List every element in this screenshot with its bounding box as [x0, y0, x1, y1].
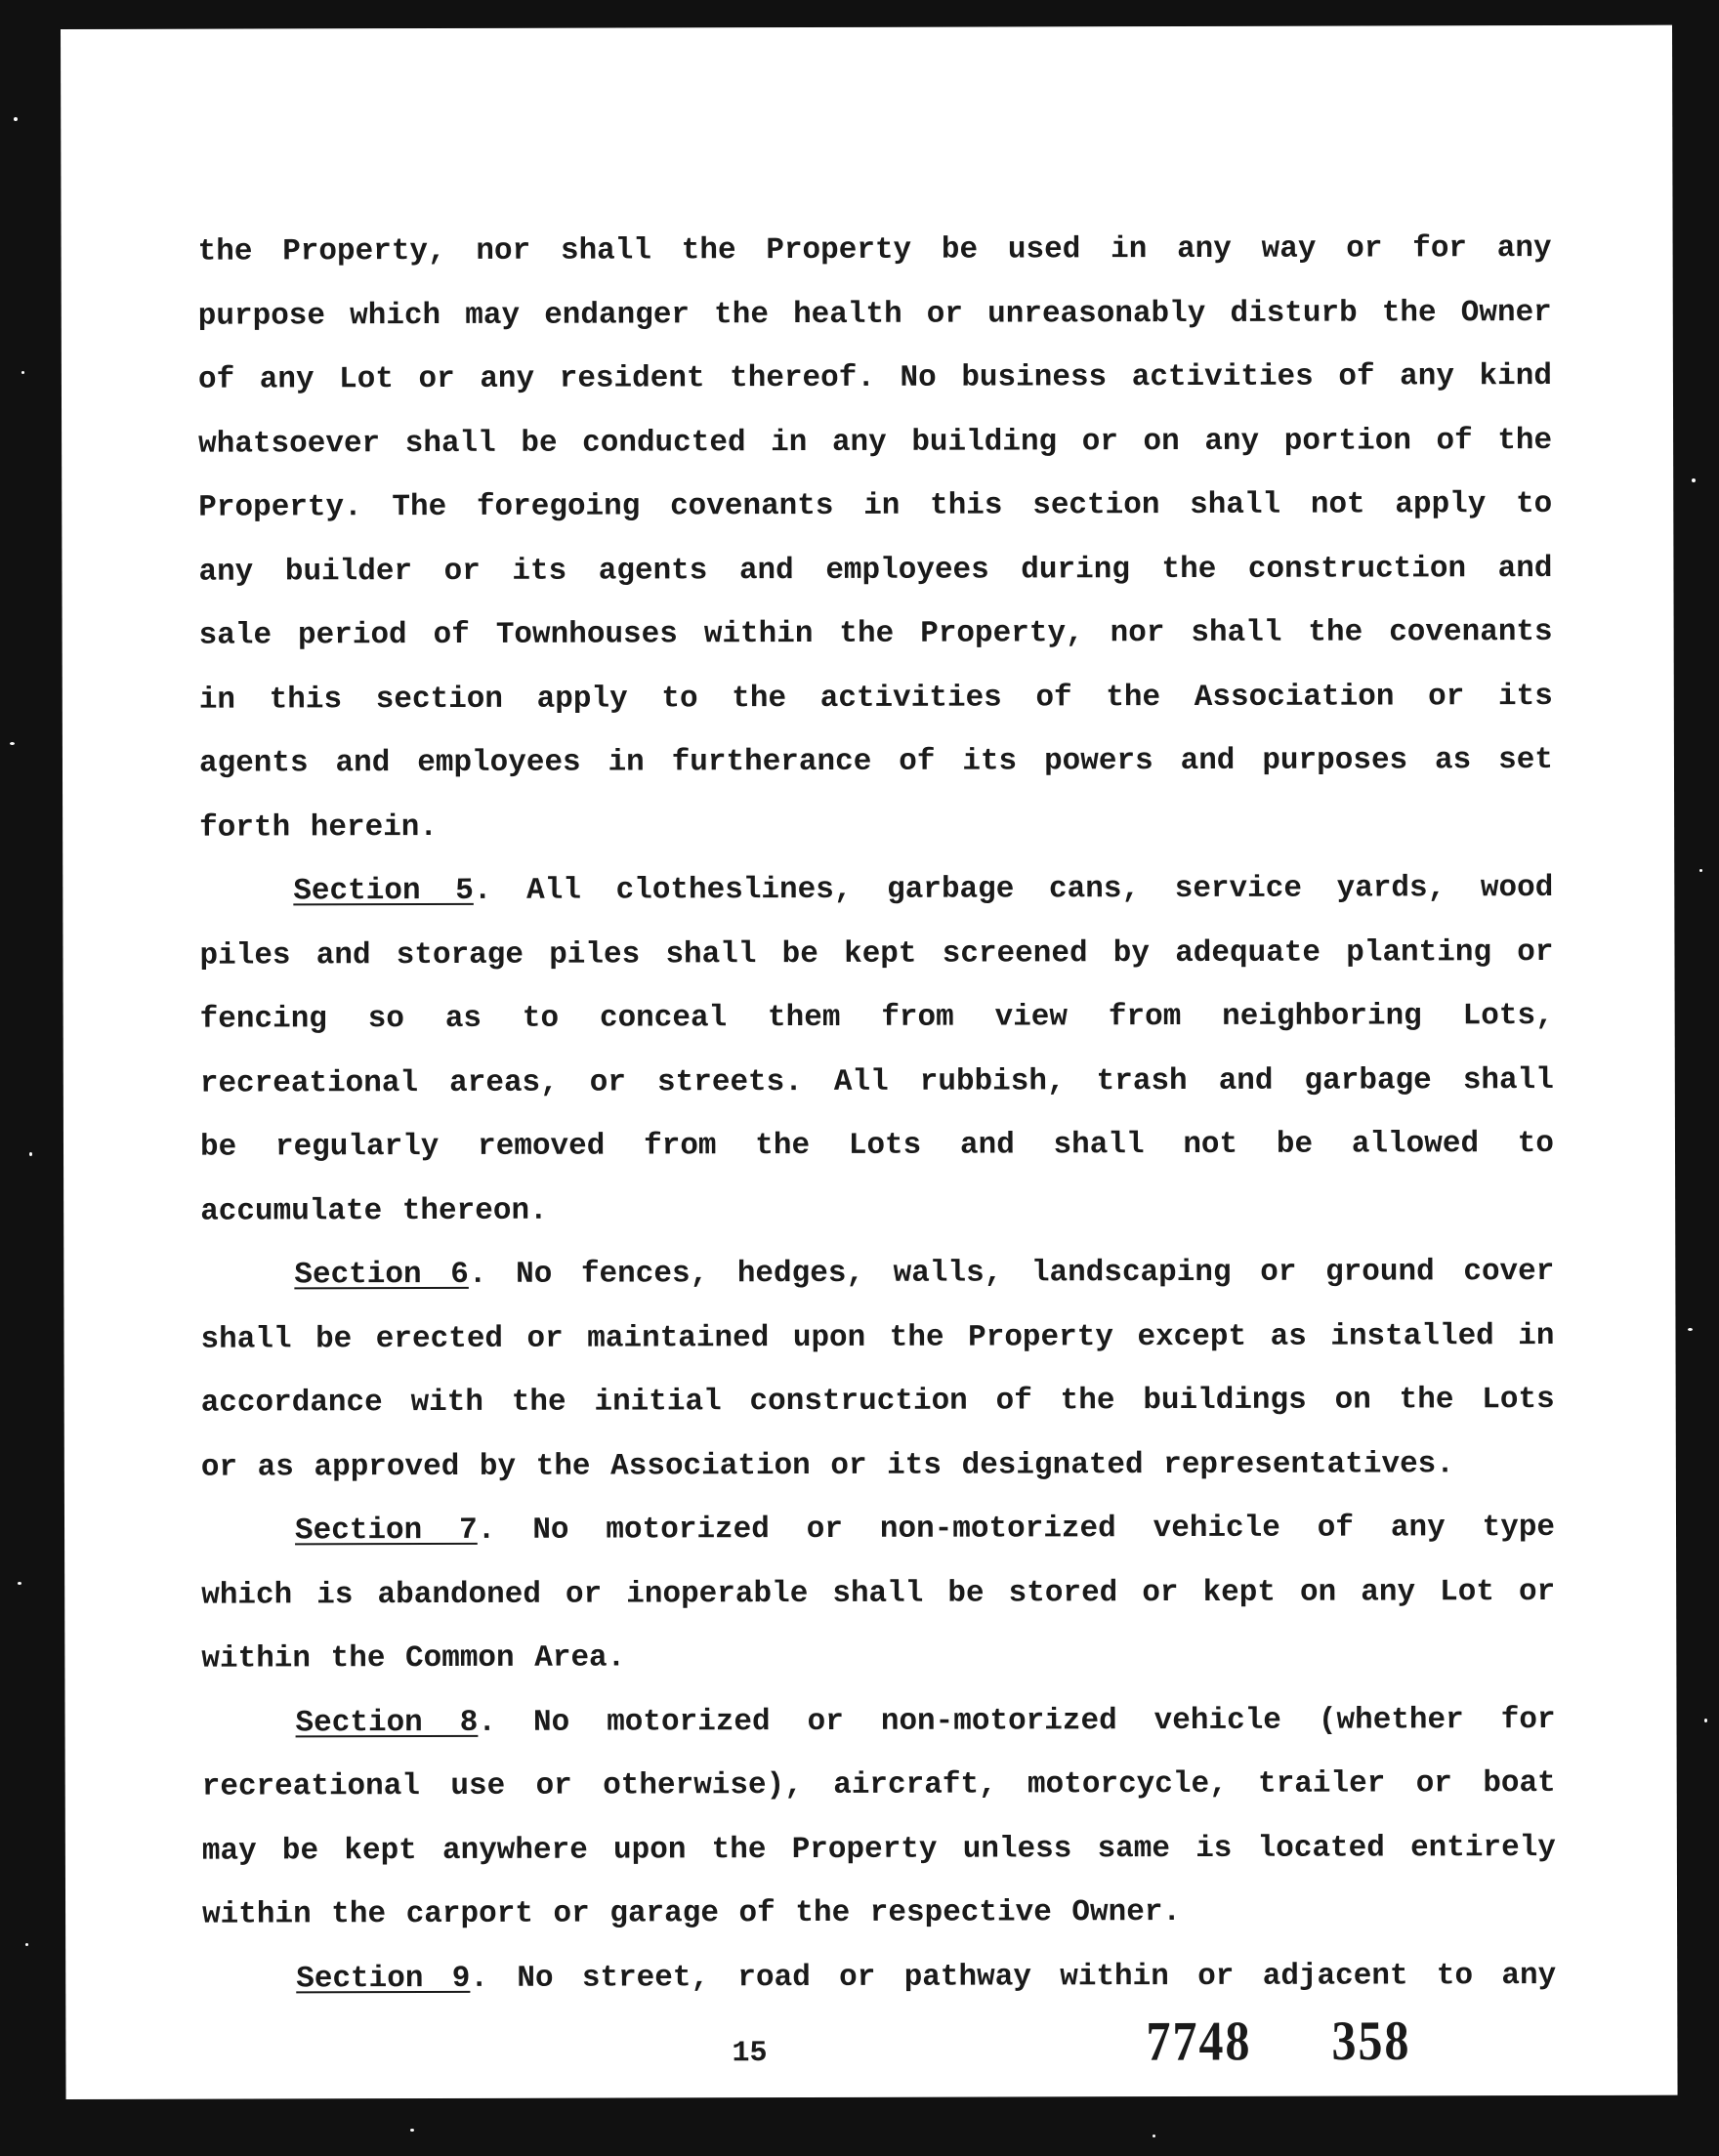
text-line: agents and employees in furtherance of its powers and purposes as set — [198, 743, 1554, 781]
text-line: sale period of Townhouses within the Property, nor shall the covenants — [198, 615, 1553, 653]
text-line: within the Common Area. — [201, 1640, 626, 1677]
text-line: fencing so as to conceal them from view from neighboring Lots, — [199, 999, 1554, 1037]
scan-noise — [1153, 2135, 1155, 2137]
section-6-text: . No fences, hedges, walls, landscaping or ground cover — [468, 1255, 1555, 1292]
text-line: recreational areas, or streets. All rubbish, trash and garbage shall — [199, 1062, 1554, 1101]
section-8-text: . No motorized or non-motorized vehicle (whether for — [478, 1702, 1556, 1740]
section-9-text: . No street, road or pathway within or adjacent to any — [470, 1958, 1557, 1996]
section-7-text: . No motorized or non-motorized vehicle of any type — [477, 1510, 1556, 1548]
section-6-heading-line — [200, 1240, 1554, 1307]
text-line: forth herein. — [199, 809, 439, 846]
scan-noise — [1692, 478, 1696, 482]
document-page — [61, 25, 1678, 2099]
document-body — [198, 217, 1557, 2011]
scan-noise — [29, 1152, 32, 1156]
scan-noise — [21, 371, 24, 374]
text-line: which is abandoned or inoperable shall be stored or kept on any Lot or — [201, 1574, 1556, 1613]
book-number: 7748 — [1146, 2009, 1252, 2073]
text-line: in this section apply to the activities of the Association or its — [198, 679, 1553, 718]
text-line: of any Lot or any resident thereof. No business activities of any kind — [197, 359, 1552, 397]
text-line: the Property, nor shall the Property be used in any way or for any — [197, 231, 1552, 270]
scan-noise — [1699, 869, 1702, 872]
text-line: any builder or its agents and employees during the construction and — [198, 551, 1553, 590]
section-5-text: . All clotheslines, garbage cans, service yards, wood — [473, 871, 1554, 908]
text-line: accordance with the initial construction of the buildings on the Lots — [200, 1383, 1555, 1421]
text-line: Property. The foregoing covenants in this section shall not apply to — [198, 487, 1553, 525]
text-line: within the carport or garage of the respective Owner. — [202, 1895, 1182, 1932]
section-7-label: Section 7 — [294, 1513, 478, 1549]
recording-stamp — [1146, 2008, 1410, 2073]
scan-noise — [1688, 1328, 1693, 1331]
scan-noise — [18, 1582, 21, 1585]
text-line: be regularly removed from the Lots and shall not be allowed to — [199, 1127, 1555, 1165]
section-7-heading-line — [201, 1496, 1555, 1563]
text-line: may be kept anywhere upon the Property unless same is located entirely — [201, 1830, 1556, 1869]
text-line: shall be erected or maintained upon the Property except as installed in — [200, 1318, 1555, 1357]
text-line: piles and storage piles shall be kept screened by adequate planting or — [199, 934, 1554, 974]
text-line: or as approved by the Association or its designated representatives. — [200, 1446, 1454, 1485]
section-8-heading-line — [201, 1687, 1555, 1755]
section-9-heading-line — [202, 1943, 1556, 2011]
text-line: purpose which may endanger the health or unreasonably disturb the Owner — [197, 295, 1552, 334]
section-5-heading-line — [199, 856, 1553, 924]
scan-noise — [10, 742, 15, 745]
section-8-label: Section 8 — [295, 1705, 479, 1740]
text-line: whatsoever shall be conducted in any building or on any portion of the — [198, 423, 1553, 462]
scan-noise — [14, 117, 18, 121]
scan-noise — [1704, 1719, 1707, 1722]
book-page-number: 358 — [1331, 2009, 1411, 2072]
text-line: accumulate thereon. — [200, 1193, 548, 1229]
scan-noise — [25, 1943, 28, 1946]
text-line: recreational use or otherwise), aircraft, motorcycle, trailer or boat — [201, 1765, 1556, 1804]
section-9-label: Section 9 — [296, 1961, 471, 1996]
section-6-label: Section 6 — [294, 1257, 469, 1293]
page-number: 15 — [732, 2037, 768, 2071]
scan-noise — [410, 2129, 414, 2132]
section-5-label: Section 5 — [293, 873, 474, 909]
